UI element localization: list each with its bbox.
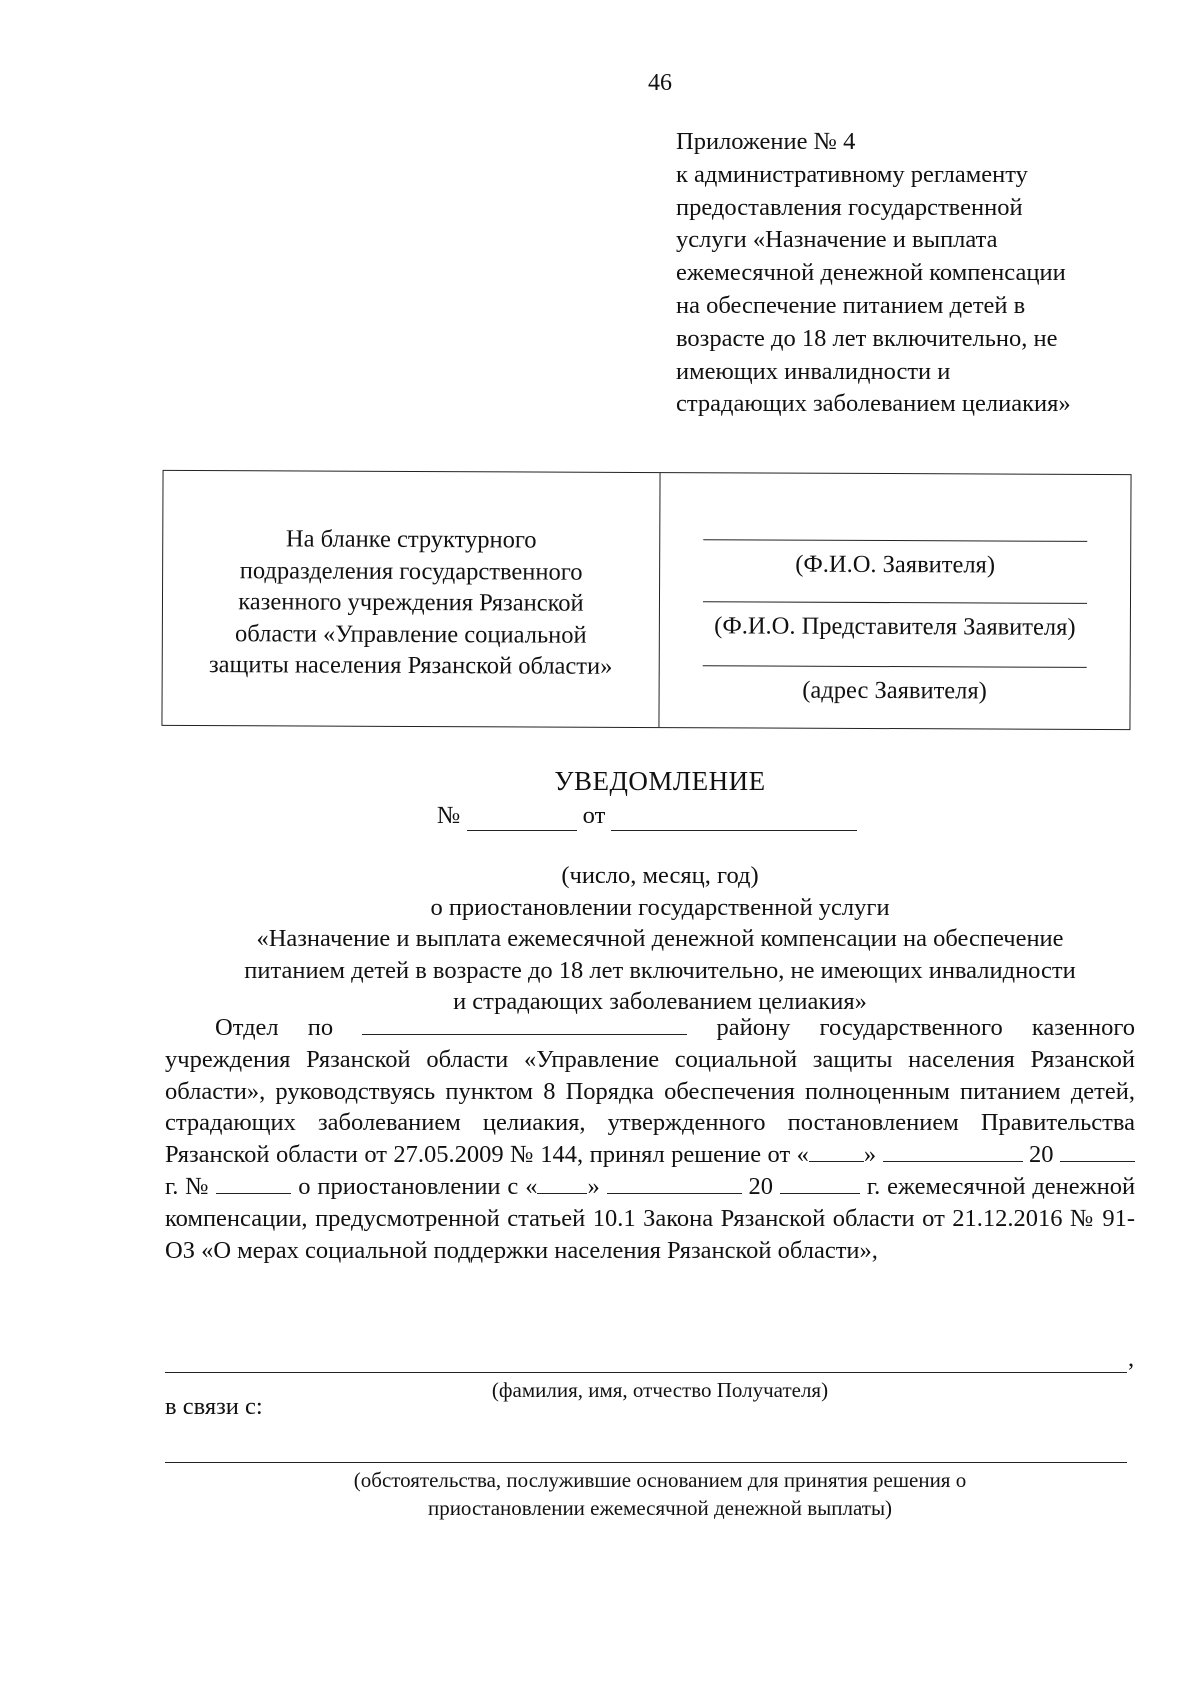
letterhead-line: казенного учреждения Рязанской [238,588,584,617]
appendix-line: ежемесячной денежной компенсации [676,259,1066,287]
decision-day-blank [809,1141,864,1162]
body-text: » [587,1172,600,1200]
body-text: о приостановлении с « [298,1172,538,1200]
letterhead-cell [162,471,660,727]
body-text: Отдел по [215,1014,334,1041]
decision-year-blank [1060,1141,1135,1162]
representative-name-field [660,601,1130,642]
letterhead-line: защиты населения Рязанской области» [208,651,613,680]
reason-caption-line: приостановлении ежемесячной денежной выплаты) [427,1496,893,1520]
reason-line [165,1462,1127,1463]
number-sign: № [437,802,461,829]
recipient-name-line [165,1372,1127,1373]
suspension-month-blank [607,1173,742,1194]
subject-line: «Назначение и выплата ежемесячной денежной компенсации на обеспечение [256,925,1064,952]
suspension-year-blank [780,1173,860,1194]
subject-line: о приостановлении государственной услуги [430,893,890,921]
representative-name-label: (Ф.И.О. Представителя Заявителя) [714,612,1076,641]
applicant-name-field [660,539,1130,580]
blank-line [703,601,1087,604]
appendix-line: на обеспечение питанием детей в [676,291,1026,319]
suspension-day-blank [537,1173,587,1194]
body-text: 20 [1029,1141,1054,1169]
in-connection-label: в связи с: [165,1393,263,1420]
notice-subject [0,860,1200,1018]
notice-title-block [0,766,1200,797]
body-text: » [863,1141,877,1169]
appendix-line: к административному регламенту [676,160,1028,188]
blank-line [703,665,1087,668]
reason-caption-line: (обстоятельства, послужившие основанием для принятия решения о [353,1468,967,1492]
body-paragraph [165,1012,1135,1266]
district-blank [362,1014,687,1035]
comma: , [1128,1345,1135,1372]
blank-line [703,539,1087,542]
appendix-line: предоставления государственной [676,193,1023,221]
recipient-caption: (фамилия, имя, отчество Получателя) [491,1378,829,1402]
body-text: г. № [165,1172,210,1200]
appendix-line: имеющих инвалидности и [676,357,951,385]
applicant-name-label: (Ф.И.О. Заявителя) [795,550,996,579]
from-word: от [582,802,606,829]
notice-date-blank [611,802,857,831]
date-hint: (число, месяц, год) [561,862,759,889]
notice-title: УВЕДОМЛЕНИЕ [554,766,766,796]
subject-line: и страдающих заболеванием целиакия» [453,988,867,1015]
letterhead-line: области «Управление социальной [234,619,587,649]
subject-line: питанием детей в возрасте до 18 лет включительно, не имеющих инвалидности [244,956,1076,984]
appendix-line: возрасте до 18 лет включительно, не [676,324,1058,352]
applicant-address-label: (адрес Заявителя) [802,676,987,705]
header-table [161,470,1131,730]
notice-body [165,1012,1135,1266]
decision-number-blank [216,1173,291,1194]
body-text: району государственного казенного учреждения Рязанской области «Управление социальной защиты населения Рязанской области», руководствуясь пунктом 8 Порядка обеспечения полноценным питанием детей, страдающих заболеванием целиакия, утвержденного постановлением Правительства Рязанской области от 27.05.2009 № 144, принял решение от « [165,1014,1136,1169]
appendix-line: услуги «Назначение и выплата [676,226,998,254]
notice-number-line [437,802,857,831]
appendix-line: страдающих заболеванием целиакия» [676,390,1071,418]
appendix-header [676,126,1186,421]
letterhead-line: подразделения государственного [239,556,583,586]
page-number: 46 [648,70,672,96]
body-text: г. ежемесячной денежной компенсации, предусмотренной статьей 10.1 Закона Рязанской области от 21.12.2016 № 91-ОЗ «О мерах социальной поддержки населения Рязанской области», [165,1172,1136,1264]
applicant-address-field [660,665,1130,706]
notice-number-blank [467,802,577,831]
applicant-cell [659,473,1130,729]
appendix-line: Приложение № 4 [676,128,856,155]
reason-caption [0,1466,1200,1522]
body-text: 20 [748,1172,774,1200]
decision-month-blank [883,1141,1023,1162]
letterhead-line: На бланке структурного [285,525,537,554]
